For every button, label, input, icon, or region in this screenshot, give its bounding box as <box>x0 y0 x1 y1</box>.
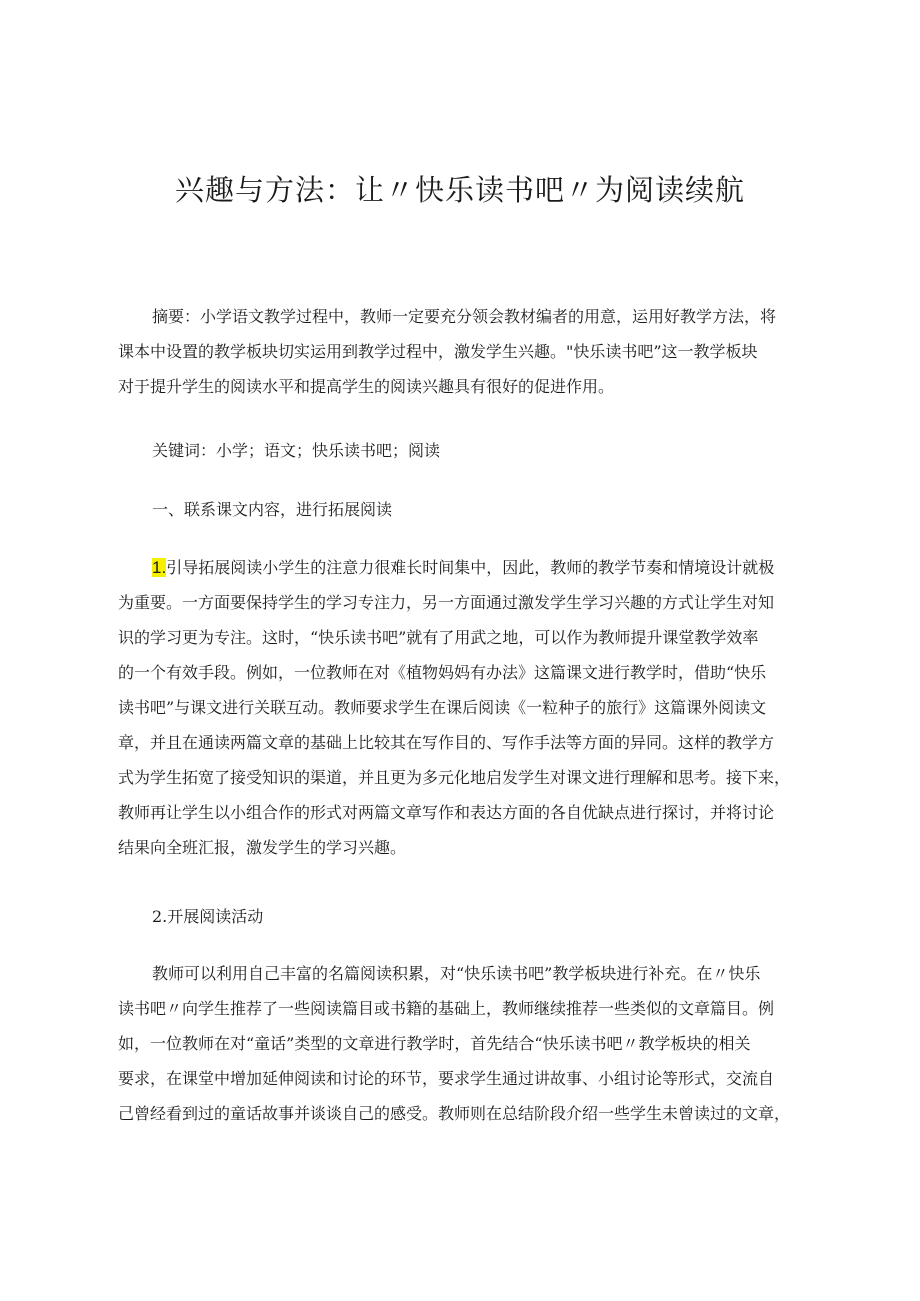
section-heading-1: 一、联系课文内容，进行拓展阅读 <box>152 500 393 519</box>
paragraph-text: 引导拓展阅读小学生的注意力很难长时间集中，因此，教师的教学节奏和情境设计就极 <box>166 558 775 577</box>
body-paragraph-1 <box>118 550 812 865</box>
abstract-line: 摘要：小学语文教学过程中，教师一定要充分领会教材编者的用意，运用好教学方法，将 <box>152 307 777 326</box>
paragraph-line: 结果向全班汇报，激发学生的学习兴趣。 <box>118 838 407 857</box>
abstract-line: 课本中设置的教学板块切实运用到教学过程中，激发学生兴趣。"快乐读书吧”这一教学板块 <box>118 342 758 361</box>
paragraph-line: 如，一位教师在对“童话”类型的文章进行教学时，首先结合“快乐读书吧〃教学板块的相关 <box>118 1034 751 1053</box>
paragraph-line: 式为学生拓宽了接受知识的渠道，并且更为多元化地启发学生对课文进行理解和思考。接下来， <box>118 768 791 787</box>
paragraph-line <box>118 550 812 585</box>
abstract-paragraph <box>118 299 812 404</box>
paragraph-line: 识的学习更为专注。这时，“快乐读书吧”就有了用武之地，可以作为教师提升课堂教学效率 <box>118 628 759 647</box>
paragraph-line: 为重要。一方面要保持学生的学习专注力，另一方面通过激发学生学习兴趣的方式让学生对知 <box>118 593 775 612</box>
document-title: 兴趣与方法：让〃快乐读书吧〃为阅读续航 <box>174 173 745 207</box>
abstract-line: 对于提升学生的阅读水平和提高学生的阅读兴趣具有很好的促进作用。 <box>118 377 615 396</box>
body-paragraph-2 <box>118 956 812 1131</box>
section-heading-2: 2.开展阅读活动 <box>152 907 264 926</box>
paragraph-line: 的一个有效手段。例如，一位教师在对《植物妈妈有办法》这篇课文进行教学时，借助“快乐 <box>118 663 767 682</box>
paragraph-line: 教师再让学生以小组合作的形式对两篇文章写作和表达方面的各自优缺点进行探讨，并将讨论 <box>118 803 775 822</box>
paragraph-line: 读书吧”与课文进行关联互动。教师要求学生在课后阅读《一粒种子的旅行》这篇课外阅读文 <box>118 698 767 717</box>
paragraph-line: 己曾经看到过的童话故事并谈谈自己的感受。教师则在总结阶段介绍一些学生未曾读过的文章， <box>118 1104 791 1123</box>
paragraph-line: 要求，在课堂中增加延伸阅读和讨论的环节，要求学生通过讲故事、小组讨论等形式，交流自 <box>118 1069 775 1088</box>
highlighted-number: 1. <box>152 558 167 577</box>
paragraph-line: 教师可以利用自己丰富的名篇阅读积累，对“快乐读书吧”教学板块进行补充。在〃快乐 <box>152 964 761 983</box>
paragraph-line: 读书吧〃向学生推荐了一些阅读篇目或书籍的基础上，教师继续推荐一些类似的文章篇目。例 <box>118 999 775 1018</box>
keywords-line: 关键词：小学；语文；快乐读书吧；阅读 <box>152 441 441 460</box>
paragraph-line: 章，并且在通读两篇文章的基础上比较其在写作目的、写作手法等方面的异同。这样的教学方 <box>118 733 775 752</box>
